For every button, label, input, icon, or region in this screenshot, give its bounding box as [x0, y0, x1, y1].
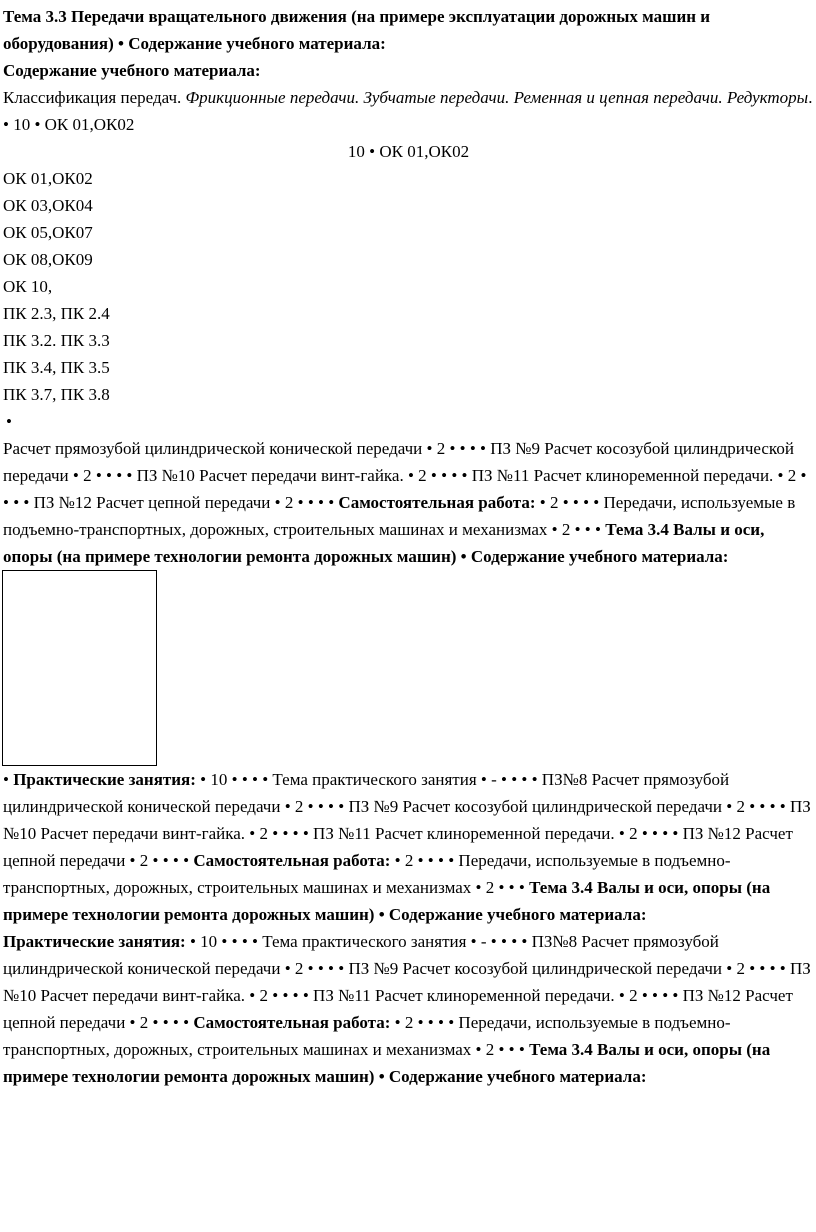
- self-work-label: Самостоятельная работа:: [193, 851, 391, 870]
- bullet-line: •: [6, 412, 12, 431]
- topic-3-4-heading: Тема 3.4 Валы и оси, опоры (на примере технологии ремонта дорожных машин) • Содержание учебного материала:: [3, 878, 771, 924]
- topic-3-3-title: Тема 3.3 Передачи вращательного движения (на примере эксплуатации дорожных машин и оборудования) • Содержание учебного материала:: [3, 7, 711, 53]
- self-work-label: Самостоятельная работа:: [338, 493, 536, 512]
- competency-item: ОК 01,ОК02: [3, 169, 93, 188]
- self-work-text: • 2 • • • • Передачи, используемые в подъемно-транспортных, дорожных, строительных машинах и механизмах • 2 • • •: [3, 1013, 731, 1059]
- classification-tail: . • 10 • ОК 01,ОК02: [3, 88, 813, 134]
- self-work-label: Самостоятельная работа:: [193, 1013, 391, 1032]
- competency-item: ПК 2.3, ПК 2.4: [3, 304, 110, 323]
- competency-item: ОК 08,ОК09: [3, 250, 93, 269]
- competency-item: ПК 3.4, ПК 3.5: [3, 358, 110, 377]
- topic-3-4-heading: Тема 3.4 Валы и оси, опоры (на примере технологии ремонта дорожных машин) • Содержание учебного материала:: [3, 520, 765, 566]
- topic-3-3-section: [0, 0, 816, 435]
- topic-3-4-heading: Тема 3.4 Валы и оси, опоры (на примере технологии ремонта дорожных машин) • Содержание учебного материала:: [3, 1040, 771, 1086]
- competency-item: ОК 10,: [3, 277, 53, 296]
- competency-item: ОК 05,ОК07: [3, 223, 93, 242]
- practice-text: Расчет прямозубой цилиндрической конической передачи • 2 • • • • ПЗ №9 Расчет косозубой цилиндрической передачи • 2 • • • • ПЗ №10 Расчет передачи винт-гайка. • 2 • • • • ПЗ №11 Расчет клиноременной передачи. • 2 • • • • ПЗ №12 Расчет цепной передачи • 2 • • • •: [3, 439, 807, 512]
- competency-item: ПК 3.2. ПК 3.3: [3, 331, 110, 350]
- self-work-text: • 2 • • • • Передачи, используемые в подъемно-транспортных, дорожных, строительных машинах и механизмах • 2 • • •: [3, 851, 731, 897]
- empty-table-cell: [2, 570, 157, 766]
- practice-text: • 10 • • • • Тема практического занятия • - • • • • ПЗ№8 Расчет прямозубой цилиндрической конической передачи • 2 • • • • ПЗ №9 Расчет косозубой цилиндрической передачи • 2 • • • • ПЗ №10 Расчет передачи винт-гайка. • 2 • • • • ПЗ №11 Расчет клиноременной передачи. • 2 • • • • ПЗ №12 Расчет цепной передачи • 2 • • • •: [3, 932, 811, 1032]
- competency-list: [3, 165, 814, 408]
- classification-paragraph: [3, 84, 814, 138]
- competency-item: ПК 3.7, ПК 3.8: [3, 385, 110, 404]
- practice-section-3: [0, 928, 816, 1090]
- competency-item: ОК 03,ОК04: [3, 196, 93, 215]
- classification-lead: Классификация передач.: [3, 88, 186, 107]
- practice-text: • 10 • • • • Тема практического занятия • - • • • • ПЗ№8 Расчет прямозубой цилиндрической конической передачи • 2 • • • • ПЗ №9 Расчет косозубой цилиндрической передачи • 2 • • • • ПЗ №10 Расчет передачи винт-гайка. • 2 • • • • ПЗ №11 Расчет клиноременной передачи. • 2 • • • • ПЗ №12 Расчет цепной передачи • 2 • • • •: [3, 770, 811, 870]
- classification-italic: Фрикционные передачи. Зубчатые передачи. Ременная и цепная передачи. Редукторы: [185, 88, 809, 107]
- hours-competencies-line: 10 • ОК 01,ОК02: [347, 142, 470, 161]
- practice-label: Практические занятия:: [3, 932, 186, 951]
- practice-label: Практические занятия:: [13, 770, 196, 789]
- self-work-text: • 2 • • • • Передачи, используемые в подъемно-транспортных, дорожных, строительных машинах и механизмах • 2 • • •: [3, 493, 796, 539]
- content-label: Содержание учебного материала:: [3, 61, 261, 80]
- bullet-lead: •: [3, 770, 14, 789]
- practice-section-1: [0, 435, 816, 570]
- practice-section-2: [0, 766, 816, 928]
